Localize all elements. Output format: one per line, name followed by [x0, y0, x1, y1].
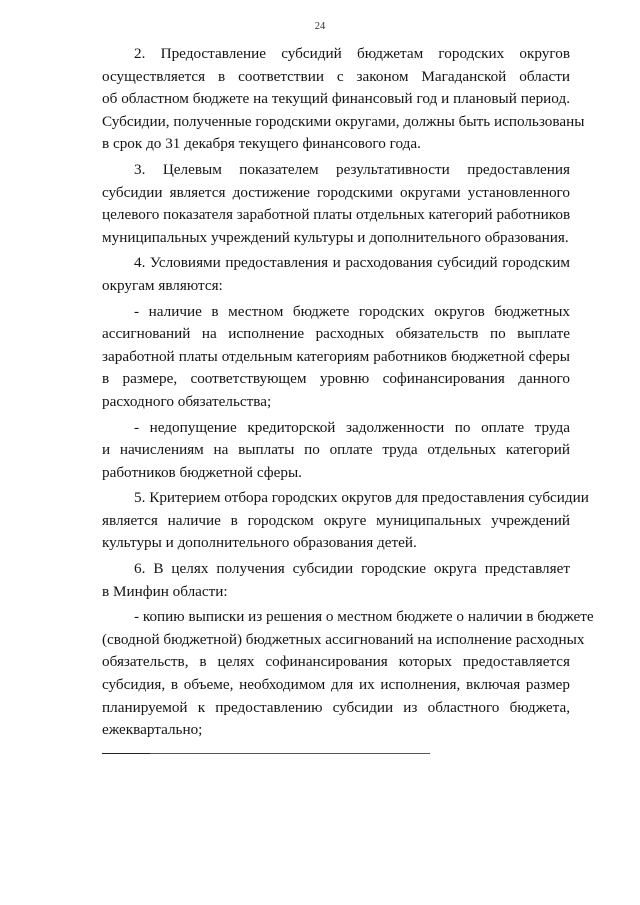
text-line: - копию выписки из решения о местном бюджете о наличии в бюджете	[134, 608, 594, 626]
text-line: осуществляется в соответствии с законом Магаданской области	[102, 67, 570, 85]
text-line: ассигнований на исполнение расходных обязательств по выплате	[102, 325, 570, 343]
text-line: целевого показателя заработной платы отдельных категорий работников	[102, 206, 571, 224]
paragraph-5-selection-criterion	[102, 487, 589, 555]
footnote-separator	[150, 753, 430, 754]
text-line: в размере, соответствующем уровню софинансирования данного	[102, 370, 570, 388]
text-line: 6. В целях получения субсидии городские округа представляет	[134, 560, 570, 578]
page-number: 24	[314, 21, 326, 32]
text-line: субсидия, в объеме, необходимом для их исполнения, включая размер	[102, 676, 570, 694]
condition-item-budget-allocations	[102, 301, 570, 414]
condition-item-no-arrears	[102, 417, 570, 485]
text-line: планируемой к предоставлению субсидии из областного бюджета,	[102, 698, 570, 716]
text-line: в Минфин области:	[102, 582, 228, 600]
text-line: расходного обязательства;	[102, 392, 272, 410]
paragraph-4-conditions	[102, 252, 570, 297]
text-line: - наличие в местном бюджете городских округов бюджетных	[134, 302, 570, 320]
text-line: работников бюджетной сферы.	[102, 463, 302, 481]
text-line: (сводной бюджетной) бюджетных ассигнований на исполнение расходных	[102, 630, 585, 648]
paragraph-2-subsidy-provision	[102, 43, 585, 156]
text-line: Субсидии, полученные городскими округами, должны быть использованы	[102, 112, 585, 130]
text-line: заработной платы отдельным категориям работников бюджетной сферы	[102, 347, 570, 365]
text-line: субсидии является достижение городскими округами установленного	[102, 183, 570, 201]
text-line: и начислениям на выплаты по оплате труда отдельных категорий	[102, 441, 570, 459]
paragraph-3-performance-indicator	[102, 159, 570, 249]
text-line: ежеквартально;	[102, 721, 203, 739]
text-line: 2. Предоставление субсидий бюджетам городских округов	[134, 45, 570, 62]
text-line: 3. Целевым показателем результативности предоставления	[134, 160, 570, 178]
text-line: муниципальных учреждений культуры и дополнительного образования.	[102, 228, 569, 246]
paragraph-6-submission	[102, 558, 570, 603]
text-line: - недопущение кредиторской задолженности по оплате труда	[134, 418, 570, 436]
text-line: округам являются:	[102, 276, 223, 294]
submission-item-budget-extract	[102, 606, 594, 742]
text-line: об областном бюджете на текущий финансовый год и плановый период.	[102, 90, 570, 108]
text-line: в срок до 31 декабря текущего финансового года.	[102, 135, 421, 153]
text-line: 4. Условиями предоставления и расходования субсидий городским	[134, 254, 570, 272]
text-line: является наличие в городском округе муниципальных учреждений	[102, 511, 570, 529]
document-body	[102, 43, 594, 745]
footnote-separator-dark	[102, 753, 152, 754]
text-line: культуры и дополнительного образования детей.	[102, 534, 417, 552]
text-line: 5. Критерием отбора городских округов для предоставления субсидии	[134, 489, 589, 507]
text-line: обязательств, в целях софинансирования которых предоставляется	[102, 653, 570, 671]
